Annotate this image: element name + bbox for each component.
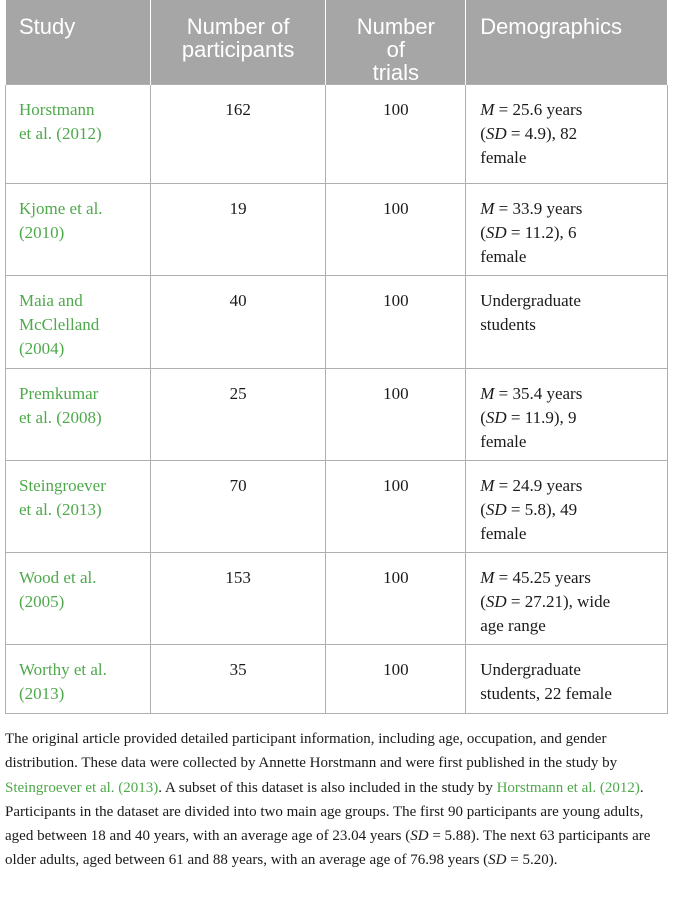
- header-trials: Number of trials: [326, 0, 466, 85]
- horstmann-citation-link[interactable]: Horstmann et al. (2012): [496, 779, 640, 796]
- header-participants: Number of participants: [150, 0, 326, 85]
- participants-cell: 40: [150, 276, 326, 369]
- participants-cell: 25: [150, 369, 326, 461]
- demographics-cell: M = 45.25 years (SD = 27.21), wide age range: [466, 553, 668, 645]
- study-cell: [6, 645, 151, 714]
- trials-cell: 100: [326, 276, 466, 369]
- trials-cell: 100: [326, 553, 466, 645]
- demographics-cell: Undergraduate students, 22 female: [466, 645, 668, 714]
- table-row: [6, 276, 668, 369]
- participants-cell: 35: [150, 645, 326, 714]
- trials-cell: 100: [326, 461, 466, 553]
- study-table: [5, 0, 668, 714]
- table-row: [6, 461, 668, 553]
- study-cell: [6, 369, 151, 461]
- study-link[interactable]: Kjome et al. (2010): [19, 199, 103, 242]
- table-row: [6, 184, 668, 276]
- table-footnote: The original article provided detailed participant information, including age, occupation, and gender distribution. These data were collected by Annette Horstmann and were first published in the study by Steingroever et al. (2013). A subset of this dataset is also included in the study by Horstmann et al. (2012). Participants in the dataset are divided into two main age groups. The first 90 participants are young adults, aged between 18 and 40 years, with an average age of 23.04 years (SD = 5.88). The next 63 participants are older adults, aged between 61 and 88 years, with an average age of 76.98 years (SD = 5.20).: [5, 731, 651, 869]
- study-link[interactable]: Wood et al. (2005): [19, 568, 97, 611]
- study-cell: [6, 85, 151, 184]
- table-row: [6, 369, 668, 461]
- table-row: [6, 553, 668, 645]
- trials-cell: 100: [326, 85, 466, 184]
- study-cell: [6, 553, 151, 645]
- study-link[interactable]: Horstmann et al. (2012): [19, 100, 102, 143]
- table-header-row: [6, 0, 668, 85]
- trials-cell: 100: [326, 184, 466, 276]
- demographics-cell: Undergraduate students: [466, 276, 668, 369]
- demographics-cell: M = 24.9 years (SD = 5.8), 49 female: [466, 461, 668, 553]
- demographics-cell: M = 35.4 years (SD = 11.9), 9 female: [466, 369, 668, 461]
- header-demographics: Demographics: [466, 0, 668, 85]
- study-link[interactable]: Steingroever et al. (2013): [19, 476, 106, 519]
- trials-cell: 100: [326, 369, 466, 461]
- table-row: [6, 645, 668, 714]
- steingroever-citation-link[interactable]: Steingroever et al. (2013): [5, 779, 159, 796]
- study-cell: [6, 184, 151, 276]
- study-cell: [6, 276, 151, 369]
- demographics-cell: M = 33.9 years (SD = 11.2), 6 female: [466, 184, 668, 276]
- participants-cell: 19: [150, 184, 326, 276]
- study-link[interactable]: Worthy et al. (2013): [19, 660, 107, 703]
- participants-cell: 153: [150, 553, 326, 645]
- trials-cell: 100: [326, 645, 466, 714]
- participants-cell: 162: [150, 85, 326, 184]
- header-study: Study: [6, 0, 151, 85]
- study-link[interactable]: Maia and McClelland (2004): [19, 291, 100, 358]
- study-cell: [6, 461, 151, 553]
- demographics-cell: M = 25.6 years (SD = 4.9), 82 female: [466, 85, 668, 184]
- participants-cell: 70: [150, 461, 326, 553]
- study-link[interactable]: Premkumar et al. (2008): [19, 384, 102, 427]
- table-row: [6, 85, 668, 184]
